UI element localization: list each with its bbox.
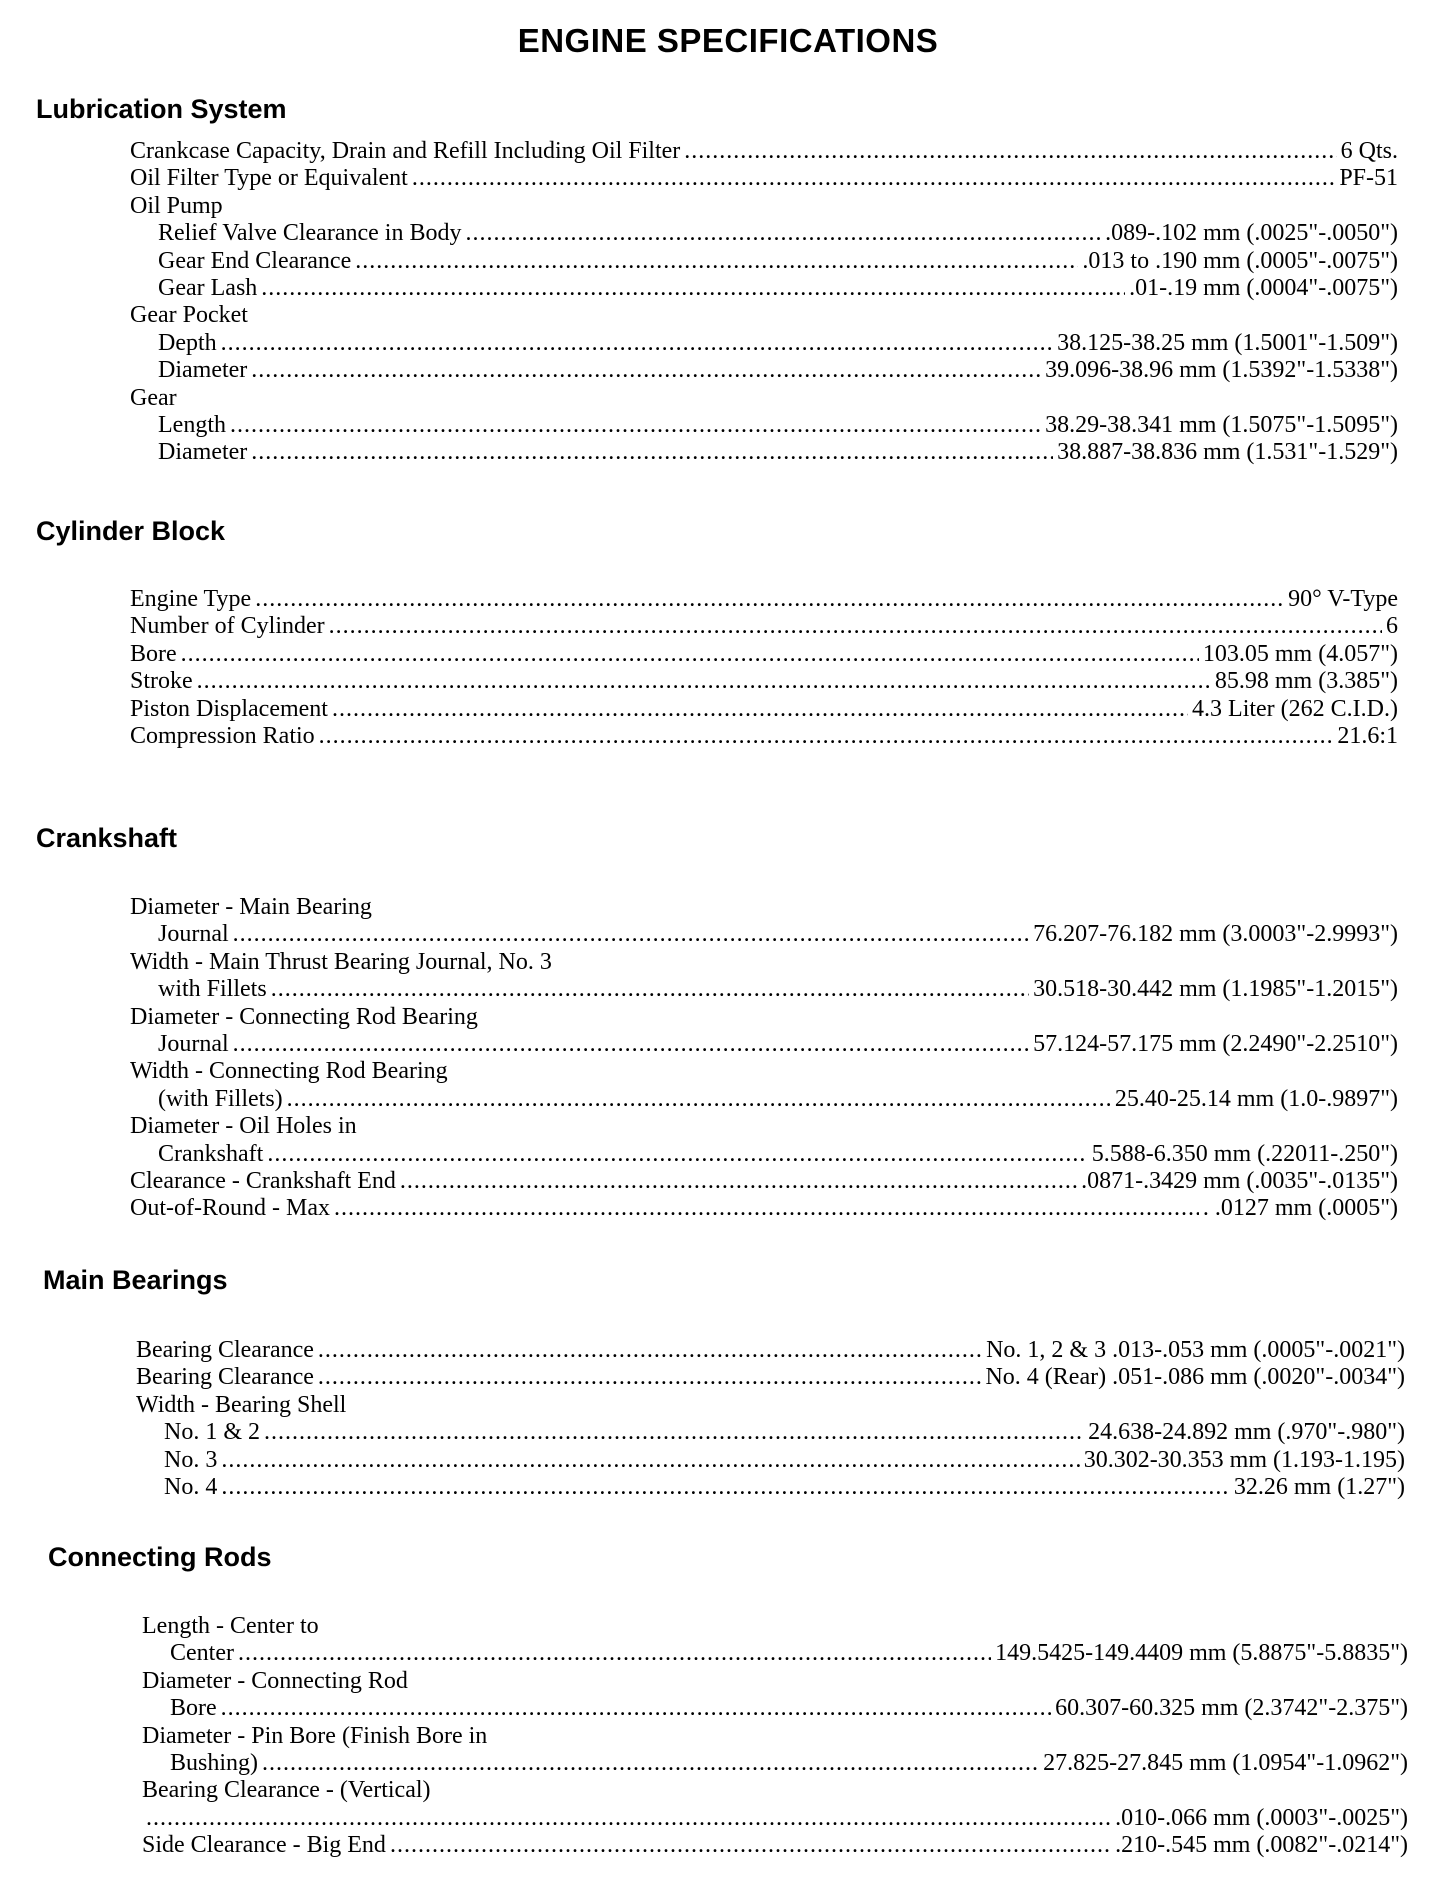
spec-label: Diameter - Main Bearing bbox=[130, 894, 372, 920]
spec-label: Engine Type bbox=[130, 586, 252, 612]
dot-leader bbox=[334, 1195, 1199, 1222]
spec-label: Length - Center to bbox=[142, 1613, 319, 1639]
spec-row bbox=[130, 220, 1398, 247]
spec-row bbox=[130, 1058, 1398, 1085]
spec-row bbox=[142, 1723, 1408, 1750]
spec-label: Bore bbox=[170, 1695, 217, 1722]
spec-label: Crankcase Capacity, Drain and Refill Including Oil Filter bbox=[130, 138, 681, 164]
spec-label: No. 1 & 2 bbox=[164, 1419, 260, 1446]
dot-leader bbox=[355, 248, 1078, 275]
spec-label: Gear End Clearance bbox=[158, 247, 352, 274]
spec-label: Crankshaft bbox=[158, 1140, 264, 1167]
spec-value: 39.096-38.96 mm (1.5392"-1.5338") bbox=[1045, 357, 1398, 384]
spec-label: Width - Connecting Rod Bearing bbox=[130, 1058, 448, 1085]
spec-row bbox=[130, 1195, 1398, 1222]
spec-value: 38.29-38.341 mm (1.5075"-1.5095") bbox=[1045, 411, 1398, 438]
spec-value: No. 4 (Rear) .051-.086 mm (.0020"-.0034") bbox=[985, 1364, 1405, 1391]
spec-row bbox=[130, 976, 1398, 1003]
spec-value: 103.05 mm (4.057") bbox=[1202, 640, 1398, 667]
spec-row bbox=[130, 138, 1398, 165]
spec-row bbox=[142, 1832, 1408, 1859]
spec-label: Bearing Clearance - (Vertical) bbox=[142, 1777, 431, 1804]
spec-label: Width - Bearing Shell bbox=[136, 1391, 347, 1418]
spec-value: 25.40-25.14 mm (1.0-.9897") bbox=[1114, 1085, 1398, 1112]
spec-row bbox=[130, 1168, 1398, 1195]
spec-label: Piston Displacement bbox=[130, 695, 328, 722]
dot-leader bbox=[465, 220, 1101, 247]
spec-row bbox=[130, 165, 1398, 192]
spec-label: Journal bbox=[158, 921, 229, 948]
dot-leader bbox=[197, 668, 1211, 695]
spec-row bbox=[130, 723, 1398, 750]
dot-leader bbox=[390, 1832, 1111, 1859]
spec-label: Oil Pump bbox=[130, 192, 223, 219]
dot-leader bbox=[264, 1419, 1084, 1446]
spec-row bbox=[130, 696, 1398, 723]
spec-value: .089-.102 mm (.0025"-.0050") bbox=[1105, 220, 1398, 247]
dot-leader bbox=[261, 275, 1125, 302]
spec-row bbox=[130, 193, 1398, 220]
spec-value: PF-51 bbox=[1339, 165, 1398, 192]
spec-value: 85.98 mm (3.385") bbox=[1214, 668, 1398, 695]
spec-value: 4.3 Liter (262 C.I.D.) bbox=[1192, 695, 1398, 722]
spec-row bbox=[130, 1031, 1398, 1058]
spec-row bbox=[130, 641, 1398, 668]
dot-leader bbox=[181, 641, 1199, 668]
spec-label: Gear Lash bbox=[158, 274, 258, 301]
spec-value: 30.302-30.353 mm (1.193-1.195) bbox=[1083, 1446, 1405, 1473]
spec-label: Clearance - Crankshaft End bbox=[130, 1167, 396, 1194]
spec-label: Gear bbox=[130, 384, 177, 411]
spec-row bbox=[130, 412, 1398, 439]
dot-leader bbox=[221, 1695, 1051, 1722]
spec-label: Out-of-Round - Max bbox=[130, 1195, 330, 1222]
dot-leader bbox=[233, 1031, 1029, 1058]
dot-leader bbox=[251, 439, 1053, 466]
spec-label: Width - Main Thrust Bearing Journal, No. 3 bbox=[130, 948, 552, 975]
section-heading: Connecting Rods bbox=[48, 1542, 272, 1572]
spec-row bbox=[130, 330, 1398, 357]
spec-row bbox=[130, 439, 1398, 466]
dot-leader bbox=[332, 696, 1188, 723]
spec-value: 27.825-27.845 mm (1.0954"-1.0962") bbox=[1043, 1749, 1408, 1776]
spec-value: 57.124-57.175 mm (2.2490"-2.2510") bbox=[1033, 1030, 1398, 1057]
section-heading: Cylinder Block bbox=[36, 516, 226, 546]
spec-row bbox=[136, 1447, 1405, 1474]
spec-row bbox=[136, 1474, 1405, 1501]
spec-value: 90° V-Type bbox=[1288, 586, 1398, 612]
dot-leader bbox=[238, 1640, 991, 1667]
dot-leader bbox=[318, 1337, 982, 1364]
spec-row bbox=[130, 1113, 1398, 1140]
spec-row bbox=[142, 1805, 1408, 1832]
spec-row bbox=[142, 1750, 1408, 1777]
spec-value: 60.307-60.325 mm (2.3742"-2.375") bbox=[1055, 1695, 1408, 1722]
spec-label: Side Clearance - Big End bbox=[142, 1832, 386, 1859]
spec-label: No. 4 bbox=[164, 1473, 218, 1500]
spec-label: Diameter - Pin Bore (Finish Bore in bbox=[142, 1722, 488, 1749]
dot-leader bbox=[262, 1750, 1039, 1777]
spec-value: 149.5425-149.4409 mm (5.8875"-5.8835") bbox=[995, 1640, 1408, 1667]
section-heading: Lubrication System bbox=[36, 94, 287, 124]
spec-label: Bushing) bbox=[170, 1749, 259, 1776]
dot-leader bbox=[287, 1086, 1111, 1113]
dot-leader bbox=[233, 921, 1029, 948]
spec-row bbox=[136, 1419, 1405, 1446]
spec-value: No. 1, 2 & 3 .013-.053 mm (.0005"-.0021") bbox=[986, 1337, 1405, 1363]
spec-label: Diameter bbox=[158, 357, 248, 384]
spec-row bbox=[142, 1640, 1408, 1667]
spec-value: .013 to .190 mm (.0005"-.0075") bbox=[1082, 247, 1398, 274]
spec-value: .01-.19 mm (.0004"-.0075") bbox=[1129, 274, 1398, 301]
spec-label: Journal bbox=[158, 1030, 229, 1057]
section-heading: Main Bearings bbox=[43, 1265, 228, 1295]
spec-value: 76.207-76.182 mm (3.0003"-2.9993") bbox=[1033, 921, 1398, 948]
dot-leader bbox=[146, 1805, 1111, 1832]
spec-value: 5.588-6.350 mm (.22011-.250") bbox=[1091, 1140, 1398, 1167]
spec-row bbox=[130, 357, 1398, 384]
section-heading: Crankshaft bbox=[36, 823, 178, 853]
spec-row bbox=[142, 1777, 1408, 1804]
spec-label: No. 3 bbox=[164, 1446, 218, 1473]
spec-label: Depth bbox=[158, 329, 217, 356]
spec-row bbox=[142, 1668, 1408, 1695]
spec-row bbox=[130, 1004, 1398, 1031]
dot-leader bbox=[329, 613, 1382, 640]
spec-label: Bearing Clearance bbox=[136, 1364, 314, 1391]
spec-label: Bore bbox=[130, 640, 177, 667]
spec-label: Compression Ratio bbox=[130, 722, 315, 749]
spec-row bbox=[130, 921, 1398, 948]
spec-label: Diameter - Connecting Rod Bearing bbox=[130, 1003, 478, 1030]
spec-list bbox=[136, 1337, 1405, 1501]
dot-leader bbox=[221, 330, 1053, 357]
spec-label: with Fillets bbox=[158, 976, 267, 1003]
dot-leader bbox=[230, 412, 1041, 439]
dot-leader bbox=[255, 586, 1284, 613]
spec-row bbox=[130, 949, 1398, 976]
spec-row bbox=[130, 894, 1398, 921]
spec-row bbox=[142, 1613, 1408, 1640]
dot-leader bbox=[221, 1447, 1079, 1474]
page-title: ENGINE SPECIFICATIONS bbox=[517, 22, 939, 59]
spec-label: Relief Valve Clearance in Body bbox=[158, 220, 462, 247]
dot-leader bbox=[319, 723, 1334, 750]
spec-label: Diameter - Connecting Rod bbox=[142, 1667, 408, 1694]
spec-label: Bearing Clearance bbox=[136, 1337, 314, 1363]
spec-value: 32.26 mm (1.27") bbox=[1233, 1473, 1405, 1500]
spec-list bbox=[130, 138, 1398, 467]
spec-label: Stroke bbox=[130, 668, 193, 695]
spec-label: Gear Pocket bbox=[130, 302, 248, 329]
spec-row bbox=[130, 613, 1398, 640]
dot-leader bbox=[271, 976, 1029, 1003]
spec-value: 30.518-30.442 mm (1.1985"-1.2015") bbox=[1033, 976, 1398, 1003]
spec-label: Center bbox=[170, 1640, 234, 1667]
spec-value: 24.638-24.892 mm (.970"-.980") bbox=[1088, 1419, 1405, 1446]
spec-label: Number of Cylinder bbox=[130, 613, 325, 640]
dot-leader bbox=[318, 1364, 982, 1391]
spec-row bbox=[130, 668, 1398, 695]
spec-value: 38.887-38.836 mm (1.531"-1.529") bbox=[1057, 439, 1398, 466]
spec-list bbox=[130, 586, 1398, 750]
dot-leader bbox=[412, 165, 1335, 192]
spec-row bbox=[130, 302, 1398, 329]
spec-label: (with Fillets) bbox=[158, 1085, 283, 1112]
spec-list bbox=[142, 1613, 1408, 1860]
spec-row bbox=[136, 1392, 1405, 1419]
spec-value: 6 Qts. bbox=[1340, 138, 1398, 164]
spec-row bbox=[130, 1086, 1398, 1113]
spec-list bbox=[130, 894, 1398, 1223]
dot-leader bbox=[400, 1168, 1077, 1195]
dot-leader bbox=[251, 357, 1041, 384]
spec-row bbox=[130, 248, 1398, 275]
spec-label: Diameter - Oil Holes in bbox=[130, 1113, 357, 1140]
spec-value: 6 bbox=[1386, 613, 1398, 640]
spec-value: .0871-.3429 mm (.0035"-.0135") bbox=[1081, 1167, 1398, 1194]
spec-value: 21.6:1 bbox=[1337, 722, 1398, 749]
spec-label: Diameter bbox=[158, 439, 248, 466]
spec-row bbox=[130, 586, 1398, 613]
spec-row bbox=[130, 1141, 1398, 1168]
spec-value: 38.125-38.25 mm (1.5001"-1.509") bbox=[1057, 329, 1398, 356]
dot-leader bbox=[684, 138, 1336, 165]
spec-row bbox=[130, 385, 1398, 412]
spec-value: .210-.545 mm (.0082"-.0214") bbox=[1115, 1832, 1408, 1859]
spec-row bbox=[136, 1364, 1405, 1391]
spec-label: Oil Filter Type or Equivalent bbox=[130, 165, 408, 192]
dot-leader bbox=[221, 1474, 1230, 1501]
spec-row bbox=[136, 1337, 1405, 1364]
spec-label: Length bbox=[158, 411, 226, 438]
spec-value: .010-.066 mm (.0003"-.0025") bbox=[1115, 1804, 1408, 1831]
spec-value: . .0127 mm (.0005") bbox=[1202, 1195, 1398, 1222]
dot-leader bbox=[267, 1141, 1087, 1168]
spec-row bbox=[142, 1695, 1408, 1722]
spec-row bbox=[130, 275, 1398, 302]
